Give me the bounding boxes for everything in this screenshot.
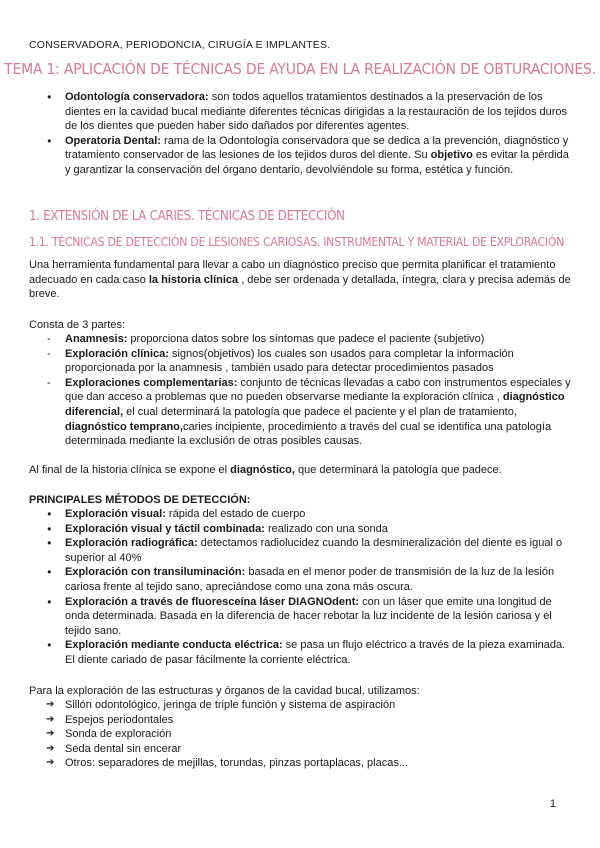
definition-term: Operatoria Dental: bbox=[65, 134, 161, 147]
tools-intro: Para la exploración de las estructuras y órganos de la cavidad bucal, utilizamos: bbox=[29, 685, 420, 697]
section-heading: 1. EXTENSIÓN DE LA CARIES. TÉCNICAS DE DETECCIÓN bbox=[29, 209, 345, 224]
definition-bold: objetivo bbox=[430, 149, 473, 162]
list-item: ➔ Otros: separadores de mejillas, torundas, pinzas portaplacas, placas... bbox=[29, 756, 574, 771]
subsection-heading: 1.1. TÉCNICAS DE DETECCIÓN DE LESIONES CARIOSAS. INSTRUMENTAL Y MATERIAL DE EXPLORACIÓN bbox=[29, 235, 565, 249]
list-item: ● Exploración mediante conducta eléctrica: se pasa un flujo eléctrico a través de la pieza examinada. El diente cariado de pasar fácilmente la corriente eléctrica. bbox=[29, 638, 574, 667]
definition-text: son todos aquellos tratamientos destinados a la preservación de los dientes en la cavidad bucal mediante diferentes técnicas dirigidas a la restauración de los tejidos duros de los dientes que pueden haber sido dañados por diferentes agentes. bbox=[65, 91, 568, 133]
list-item: ● Exploración visual: rápida del estado de cuerpo bbox=[29, 507, 574, 522]
running-header: CONSERVADORA, PERIODONCIA, CIRUGÍA E IMPLANTES. bbox=[29, 39, 331, 51]
bold-text: la historia clínica bbox=[148, 273, 239, 286]
list-item: ● Exploración visual y táctil combinada: realizado con una sonda bbox=[29, 522, 574, 537]
tools-list bbox=[29, 698, 574, 771]
methods-list bbox=[29, 507, 574, 668]
list-item: ➔ Sonda de exploración bbox=[29, 727, 574, 742]
definition-term: Odontología conservadora: bbox=[65, 91, 209, 103]
list-item: ● Exploración radiográfica: detectamos radiolucidez cuando la desmineralización del diente es igual o superior al 40% bbox=[29, 536, 574, 565]
list-item: ● Exploración con transiluminación: basada en el menor poder de transmisión de la luz de la lesión cariosa frente al tejido sano, apreciándose como una zona más oscura. bbox=[29, 565, 574, 594]
chapter-title: TEMA 1: APLICACIÓN DE TÉCNICAS DE AYUDA EN LA REALIZACIÓN DE OBTURACIONES. bbox=[4, 60, 596, 78]
list-item: - Exploración clínica: signos(objetivos) los cuales son usados para completar la información proporcionada por la anamnesis , también usado para detectar procedimientos pasados bbox=[29, 347, 574, 376]
definition-text: es evitar la pérdida y garantizar la conservación del órgano dentario, devolviéndole su forma, estética y función. bbox=[65, 149, 569, 176]
list-item: ➔ Seda dental sin encerar bbox=[29, 742, 574, 757]
list-item: ➔ Sillón odontológico, jeringa de triple función y sistema de aspiración bbox=[29, 698, 574, 713]
definition-item bbox=[29, 90, 574, 134]
intro-paragraph: Una herramienta fundamental para llevar a cabo un diagnóstico preciso que permita planificar el tratamiento adecuado en cada caso la historia clínica , debe ser ordenada y detallada, íntegra, clara y precisa además de breve. bbox=[29, 259, 571, 301]
diagnosis-paragraph: Al final de la historia clínica se expone el diagnóstico, que determinará la patología que padece. bbox=[29, 464, 502, 476]
definition-item bbox=[29, 134, 574, 178]
parts-intro: Consta de 3 partes: bbox=[29, 319, 126, 331]
definitions-block bbox=[29, 90, 574, 178]
list-item: - Exploraciones complementarias: conjunto de técnicas llevadas a cabo con instrumentos especiales y que dan acceso a problemas que no pueden observarse mediante la exploración clínica , diagnóstico diferencial, el cual determinará la patología que padece el paciente y el plan de tratamiento, diagnóstico temprano,caries incipiente, procedimiento a través del cual se identifica una patología determinada mediante la exclusión de otras posibles causas. bbox=[29, 376, 574, 449]
parts-list bbox=[29, 332, 574, 449]
list-item: ● Exploración a través de fluoresceína láser DIAGNOdent: con un láser que emite una longitud de onda determinada. Basada en la diferencia de hacer rebotar la luz incidente de la lesión cariosa y el tejido sano. bbox=[29, 595, 574, 639]
definition-text: rama de la Odontología conservadora que se dedica a la prevención, diagnóstico y tratamiento conservador de las lesiones de los tejidos duros del diente. Su bbox=[65, 134, 569, 162]
methods-heading: PRINCIPALES MÉTODOS DE DETECCIÓN: bbox=[29, 494, 251, 506]
list-item: ➔ Espejos periodontales bbox=[29, 713, 574, 728]
page-number: 1 bbox=[549, 798, 556, 810]
list-item: - Anamnesis: proporciona datos sobre los síntomas que padece el paciente (subjetivo) bbox=[29, 332, 574, 347]
